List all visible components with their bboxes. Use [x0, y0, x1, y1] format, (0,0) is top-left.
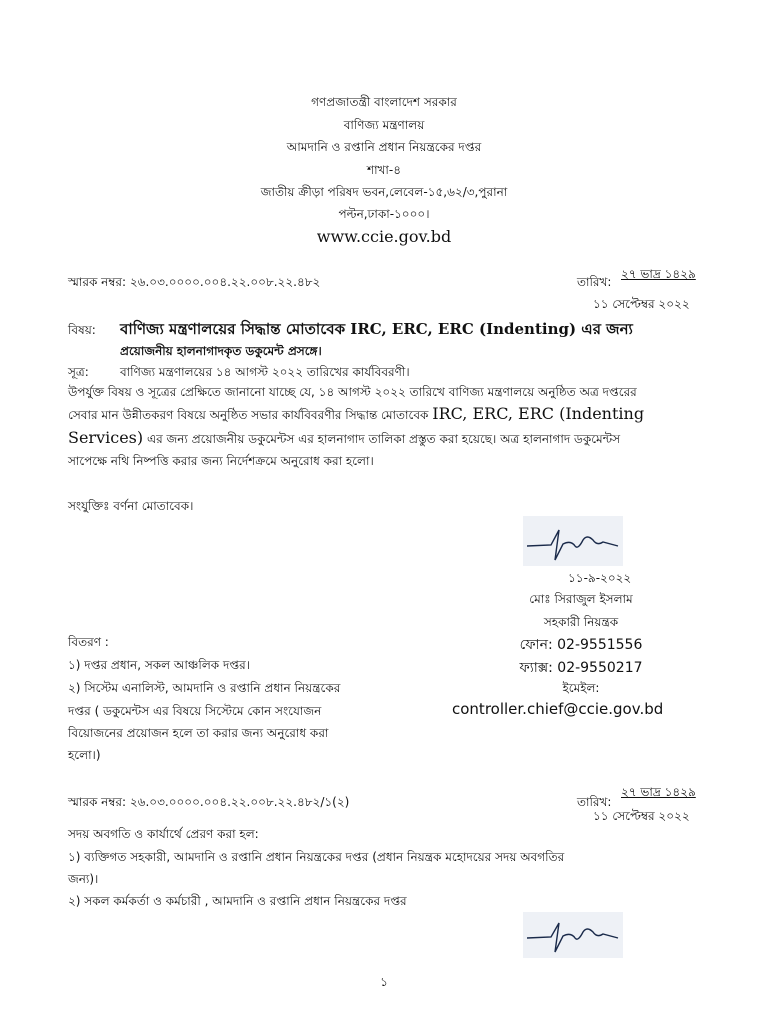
memo2-date-english: ১১ সেপ্টেম্বর ২০২২ [593, 809, 690, 823]
signature-image-2 [523, 912, 623, 958]
distribution-item-2-line2: দপ্তর ( ডকুমেন্টস এর বিষয়ে সিস্টেমে কোন সংযোজন [68, 704, 322, 718]
body-line3 [68, 428, 620, 451]
memo2-intro: সদয় অবগতি ও কার্যার্থে প্রেরণ করা হল: [68, 827, 259, 841]
header-branch: শাখা-৪ [366, 163, 402, 177]
signatory-fax: ফ্যাক্স: 02-9550217 [519, 660, 643, 676]
memo2-item-1-line1: ১) ব্যক্তিগত সহকারী, আমদানি ও রপ্তানি প্রধান নিয়ন্ত্রকের দপ্তর (প্রধান নিয়ন্ত্রক মহোদয়ের সদয় অবগতির [68, 850, 565, 864]
page-number: ১ [380, 975, 388, 989]
signatory-email[interactable]: controller.chief@ccie.gov.bd [452, 700, 664, 718]
memo2-date-label: তারিখ: [577, 795, 612, 809]
memo2-ref-number: স্মারক নম্বর: ২৬.০৩.০০০০.০০৪.২২.০০৮.২২.৪৮২/১(২) [68, 795, 350, 809]
signatory-email-label: ইমেইল: [562, 681, 600, 695]
memo2-item-1-line2: জন্য)। [68, 872, 99, 886]
body-line2-codes: IRC, ERC, ERC (Indenting [432, 404, 645, 423]
signatory-designation: সহকারী নিয়ন্ত্রক [543, 615, 619, 629]
date-english: ১১ সেপ্টেম্বর ২০২২ [593, 297, 690, 311]
body-line3-services: Services) [68, 428, 144, 447]
body-line1: উপর্যুক্ত বিষয় ও সূত্রের প্রেক্ষিতে জানানো যাচ্ছে যে, ১৪ আগস্ট ২০২২ তারিখে বাণিজ্য মন্ত্রণালয়ে অনুষ্ঠিত অত্র দপ্তরের [68, 385, 637, 399]
body-line2-bangla: সেবার মান উন্নীতকরণ বিষয়ে অনুষ্ঠিত সভার কার্যবিবরণীর সিদ্ধান্ত মোতাবেক [68, 408, 429, 422]
reference-text: বাণিজ্য মন্ত্রণালয়ের ১৪ আগস্ট ২০২২ তারিখের কার্যবিবরণী। [120, 365, 410, 379]
signatory-date: ১১-৯-২০২২ [568, 571, 632, 585]
subject-line1: বাণিজ্য মন্ত্রণালয়ের সিদ্ধান্ত মোতাবেক IRC, ERC, ERC (Indenting) এর জন্য [120, 320, 633, 338]
signatory-phone: ফোন: 02-9551556 [519, 637, 643, 653]
subject-label: বিষয়: [68, 323, 96, 337]
header-office: আমদানি ও রপ্তানি প্রধান নিয়ন্ত্রকের দপ্তর [286, 140, 482, 154]
body-line2 [68, 404, 644, 427]
body-line3-bangla: এর জন্য প্রয়োজনীয় ডকুমেন্টস এর হালনাগাদ তালিকা প্রস্তুত করা হয়েছে। অত্র হালনাগাদ ডকুমেন্টস [146, 432, 621, 446]
date-label: তারিখ: [577, 275, 612, 289]
signatory-name: মোঃ সিরাজুল ইসলাম [529, 592, 633, 606]
signature-image [523, 516, 623, 566]
header-address-line1: জাতীয় ক্রীড়া পরিষদ ভবন,লেবেল-১৫,৬২/৩,পুরানা [260, 185, 508, 199]
date-bangla: ২৭ ভাদ্র ১৪২৯ [621, 267, 696, 281]
distribution-title: বিতরণ : [68, 635, 109, 649]
header-government: গণপ্রজাতন্ত্রী বাংলাদেশ সরকার [311, 95, 457, 109]
attachment-note: সংযুক্তিঃ বর্ণনা মোতাবেক। [68, 499, 194, 513]
distribution-item-2-line4: হলো।) [68, 748, 101, 762]
memo2-item-2: ২) সকল কর্মকর্তা ও কর্মচারী , আমদানি ও রপ্তানি প্রধান নিয়ন্ত্রকের দপ্তর [68, 894, 407, 908]
reference-label: সূত্র: [68, 365, 89, 379]
header-address-line2: পল্টন,ঢাকা-১০০০। [338, 207, 430, 221]
memo-ref-number: স্মারক নম্বর: ২৬.০৩.০০০০.০০৪.২২.০০৮.২২.৪৮২ [68, 275, 321, 289]
header-website: www.ccie.gov.bd [316, 227, 452, 246]
distribution-item-2-line3: বিয়োজনের প্রয়োজন হলে তা করার জন্য অনুরোধ করা [68, 726, 329, 740]
distribution-item-1: ১) দপ্তর প্রধান, সকল আঞ্চলিক দপ্তর। [68, 658, 251, 672]
header-ministry: বাণিজ্য মন্ত্রণালয় [343, 118, 425, 132]
memo2-date-bangla: ২৭ ভাদ্র ১৪২৯ [621, 785, 696, 799]
subject-line2: প্রয়োজনীয় হালনাগাদকৃত ডকুমেন্ট প্রসঙ্গে। [120, 344, 322, 358]
body-line4: সাপেক্ষে নথি নিষ্পত্তি করার জন্য নির্দেশক্রমে অনুরোধ করা হলো। [68, 454, 374, 468]
distribution-item-2-line1: ২) সিস্টেম এনালিস্ট, আমদানি ও রপ্তানি প্রধান নিয়ন্ত্রকের [68, 681, 341, 695]
